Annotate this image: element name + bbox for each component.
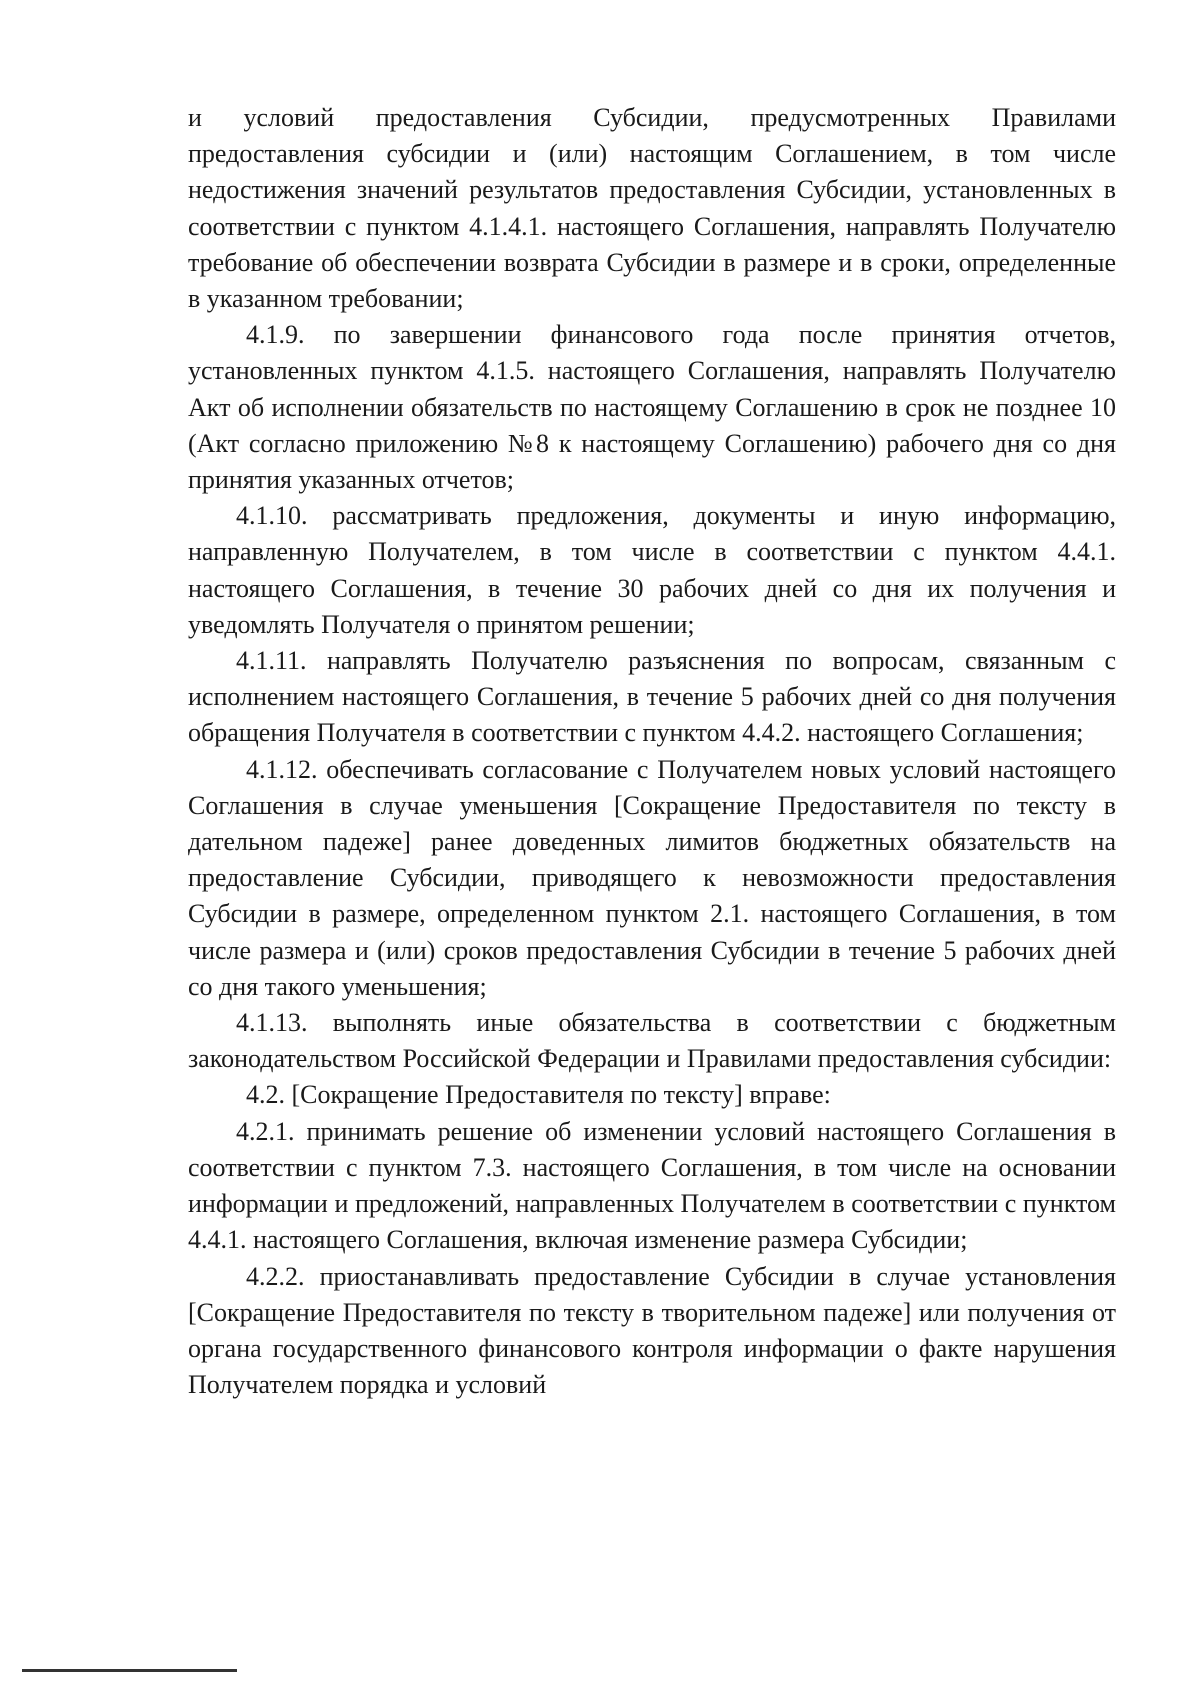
paragraph-4-1-12: 4.1.12. обеспечивать согласование с Получателем новых условий настоящего Соглашения в случае уменьшения [Сокращение Предоставителя по тексту в дательном падеже] ранее доведенных лимитов бюджетных обязательств на предоставление Субсидии, приводящего к невозможности предоставления Субсидии в размере, определенном пунктом 2.1. настоящего Соглашения, в том числе размера и (или) сроков предоставления Субсидии в течение 5 рабочих дней со дня такого уменьшения; (188, 754, 1116, 1001)
paragraph-4-2-2: 4.2.2. приостанавливать предоставление Субсидии в случае установления [Сокращение Предоставителя по тексту в творительном падеже] или получения от органа государственного финансового контроля информации о факте нарушения Получателем порядка и условий (188, 1261, 1116, 1400)
paragraph-4-1-10: 4.1.10. рассматривать предложения, документы и иную информацию, направленную Получателем, в том числе в соответствии с пунктом 4.4.1. настоящего Соглашения, в течение 30 рабочих дней со дня их получения и уведомлять Получателя о принятом решении; (188, 501, 1116, 639)
paragraph-4-1-13: 4.1.13. выполнять иные обязательства в соответствии с бюджетным законодательством Российской Федерации и Правилами предоставления субсидии: (188, 1008, 1116, 1074)
scan-edge-line (22, 1669, 237, 1672)
paragraph-continuation: и условий предоставления Субсидии, предусмотренных Правилами предоставления субсидии и (или) настоящим Соглашением, в том числе недостижения значений результатов предоставления Субсидии, установленных в соответствии с пунктом 4.1.4.1. настоящего Соглашения, направлять Получателю требование об обеспечении возврата Субсидии в размере и в сроки, определенные в указанном требовании; (188, 103, 1116, 314)
paragraph-4-1-11: 4.1.11. направлять Получателю разъяснения по вопросам, связанным с исполнением настоящего Соглашения, в течение 5 рабочих дней со дня получения обращения Получателя в соответствии с пунктом 4.4.2. настоящего Соглашения; (188, 646, 1116, 748)
paragraph-4-2: 4.2. [Сокращение Предоставителя по тексту] вправе: (246, 1080, 831, 1110)
document-page (188, 100, 1116, 1403)
paragraph-4-2-1: 4.2.1. принимать решение об изменении условий настоящего Соглашения в соответствии с пунктом 7.3. настоящего Соглашения, в том числе на основании информации и предложений, направленных Получателем в соответствии с пунктом 4.4.1. настоящего Соглашения, включая изменение размера Субсидии; (188, 1116, 1116, 1255)
paragraph-4-1-9: 4.1.9. по завершении финансового года после принятия отчетов, установленных пунктом 4.1.5. настоящего Соглашения, направлять Получателю Акт об исполнении обязательств по настоящему Соглашению в срок не позднее 10 (Акт согласно приложению №8 к настоящему Соглашению) рабочего дня со дня принятия указанных отчетов; (188, 320, 1116, 495)
